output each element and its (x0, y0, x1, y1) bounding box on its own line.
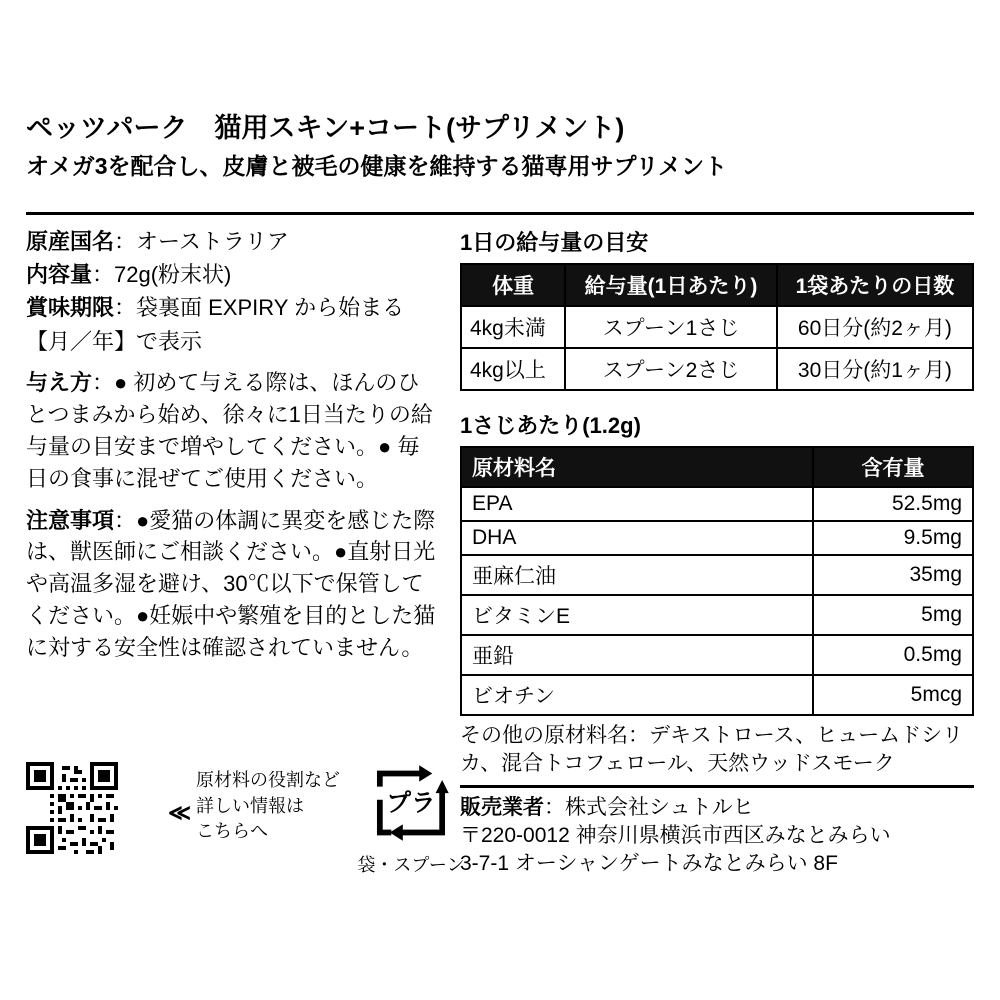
table-row (461, 555, 973, 595)
cell-ingredient: EPA (461, 487, 813, 521)
qr-caption-line-3: こちらへ (196, 821, 268, 842)
cell-days: 60日分(約2ヶ月) (777, 306, 973, 348)
origin-row (26, 226, 441, 257)
header-divider (26, 212, 974, 215)
left-column (26, 226, 441, 664)
seller-info (460, 794, 974, 822)
svg-text:プラ: プラ (386, 790, 436, 818)
cell-amount: 5mg (813, 595, 973, 635)
cell-amount: 9.5mg (813, 521, 973, 555)
expiry-value-2: 【月／年】で表示 (26, 328, 203, 354)
expiry-value: ：袋裏面 EXPIRY から始まる (114, 295, 405, 321)
table-header-row (461, 447, 973, 487)
dosage-heading: 1日の給与量の目安 (460, 230, 649, 255)
cell-ingredient: ビオチン (461, 675, 813, 715)
recycle-caption: 袋・スプーン (357, 855, 465, 875)
expiry-row (26, 292, 441, 323)
net-weight-label: 内容量 (26, 262, 93, 288)
cell-weight: 4kg未満 (461, 306, 565, 348)
label-header (26, 112, 974, 181)
caution-section (26, 505, 441, 664)
net-weight-value: ：72g(粉末状) (92, 262, 232, 288)
table-header-row (461, 264, 973, 306)
expiry-label: 賞味期限 (26, 295, 115, 321)
dosage-col-days: 1袋あたりの日数 (777, 264, 973, 306)
right-column (460, 226, 974, 878)
cell-amount: 5mcg (813, 675, 973, 715)
origin-value: ：オーストラリア (114, 229, 289, 254)
table-row (461, 487, 973, 521)
origin-label: 原産国名 (26, 229, 115, 254)
dosage-col-amount: 給与量(1日あたり) (565, 264, 777, 306)
seller-address-line-2: 3-7-1 オーシャンゲートみなとみらい 8F (460, 852, 838, 876)
cell-amount: スプーン2さじ (565, 348, 777, 390)
chevron-left-double-icon: ≪ (168, 800, 192, 825)
table-row (461, 595, 973, 635)
cell-days: 30日分(約1ヶ月) (777, 348, 973, 390)
expiry-row-2 (26, 326, 441, 357)
nutrition-col-amount: 含有量 (813, 447, 973, 487)
other-ingredients-value: ：デキストロース、ヒュームドシリカ、混合トコフェロール、天然ウッドスモーク (460, 724, 964, 775)
cell-weight: 4kg以上 (461, 348, 565, 390)
table-row (461, 635, 973, 675)
cell-amount: 0.5mg (813, 635, 973, 675)
seller-label: 販売業者 (460, 796, 544, 820)
qr-caption-line-2: 詳しい情報は (196, 795, 304, 816)
plastic-recycle-icon (370, 762, 452, 844)
table-row (461, 348, 973, 390)
product-subtitle: オメガ3を配合し、皮膚と被毛の健康を維持する猫専用サプリメント (26, 153, 728, 180)
plastic-recycle-mark (356, 762, 466, 877)
cell-amount: 35mg (813, 555, 973, 595)
net-weight-row (26, 259, 441, 290)
cell-ingredient: 亜麻仁油 (461, 555, 813, 595)
page-title: ペッツパーク 猫用スキン+コート(サプリメント) (26, 113, 625, 143)
cell-amount: 52.5mg (813, 487, 973, 521)
dosage-table (460, 263, 974, 391)
table-row (461, 306, 973, 348)
nutrition-heading: 1さじあたり(1.2g) (460, 413, 641, 438)
caution-text: ：●愛猫の体調に異変を感じた際は、獣医師にご相談ください。●直射日光や高温多湿を避け、30℃以下で保管してください。●妊娠中や繁殖を目的とした猫に対する安全性は確認されていません。 (26, 507, 436, 661)
dosage-col-weight: 体重 (461, 264, 565, 306)
feeding-instructions (26, 367, 441, 495)
feeding-text: ：● 初めて与える際は、ほんのひとつまみから始め、徐々に1日当たりの給与量の目安まで増やしてください。● 毎日の食事に混ぜてご使用ください。 (26, 369, 433, 491)
label-footer (26, 762, 465, 882)
other-ingredients (460, 722, 974, 777)
other-ingredients-label: その他の原材料名 (460, 724, 628, 747)
feeding-label: 与え方 (26, 369, 93, 395)
cell-ingredient: DHA (461, 521, 813, 555)
nutrition-table (460, 446, 974, 716)
cell-amount: スプーン1さじ (565, 306, 777, 348)
qr-caption-line-1: 原材料の役割など (196, 770, 340, 790)
qr-code-icon[interactable] (26, 762, 118, 854)
cell-ingredient: ビタミンE (461, 595, 813, 635)
seller-address-line-1: 〒220-0012 神奈川県横浜市西区みなとみらい (460, 824, 891, 848)
nutrition-section (460, 409, 974, 777)
table-row (461, 675, 973, 715)
caution-label: 注意事項 (26, 507, 115, 533)
seller-divider (460, 785, 974, 878)
cell-ingredient: 亜鉛 (461, 635, 813, 675)
table-row (461, 521, 973, 555)
nutrition-col-name: 原材料名 (461, 447, 813, 487)
qr-caption (196, 768, 346, 845)
seller-company: ：株式会社シュトルヒ (544, 796, 754, 820)
